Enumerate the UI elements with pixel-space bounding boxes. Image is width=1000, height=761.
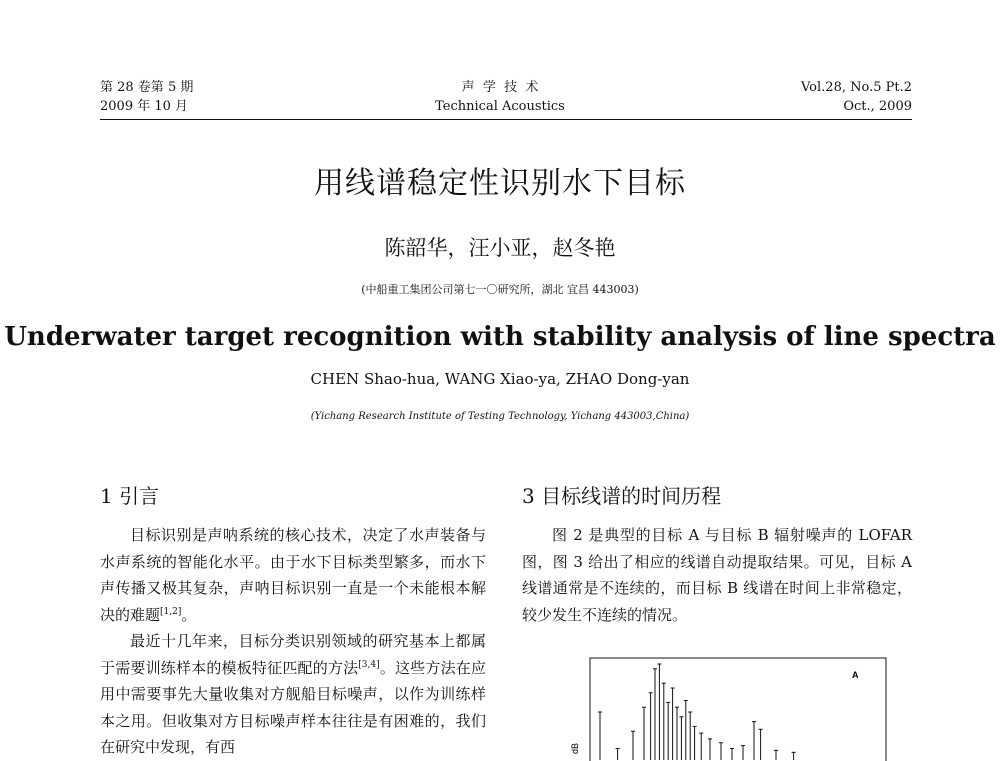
paragraph-text: 最近十几年来，目标分类识别领域的研究基本上都属于需要训练样本的模板特征匹配的方法 xyxy=(100,632,486,677)
panel-label: A xyxy=(852,670,859,680)
header-left xyxy=(100,78,193,116)
citation: [1,2] xyxy=(160,606,182,617)
paper-title-en: Underwater target recognition with stability analysis of line spectra xyxy=(4,322,996,352)
header-rule xyxy=(100,119,912,120)
section-3-paragraph-1 xyxy=(522,522,912,628)
affiliation-cn: (中船重工集团公司第七一〇研究所，湖北 宜昌 443003) xyxy=(361,283,639,296)
y-axis-label: dB xyxy=(570,742,580,754)
section-1-heading: 1 引言 xyxy=(100,484,160,508)
header-center xyxy=(400,78,600,116)
spectral-peaks xyxy=(598,664,796,760)
section-1-paragraph-2 xyxy=(100,628,486,761)
plot-frame xyxy=(590,658,886,761)
paragraph-end: 。 xyxy=(181,605,197,624)
paragraph-text: 图 2 是典型的目标 A 与目标 B 辐射噪声的 LOFAR 图，图 3 给出了相应的线谱自动提取结果。可见，目标 A 线谱通常是不连续的，而目标 B 线谱在时间上非常稳定，较少发生不连续的情况。 xyxy=(522,526,912,624)
paragraph-continuation: 。这些方法在应用中需要事先大量收集对方舰船目标噪声，以作为训练样本之用。但收集对方目标噪声样本往往是有困难的，我们在研究中发现，有西 xyxy=(100,658,486,756)
journal-name-cn: 声 学 技 术 xyxy=(461,80,539,95)
authors-cn: 陈韶华，汪小亚，赵冬艳 xyxy=(384,236,616,260)
date-cn: 2009 年 10 月 xyxy=(100,99,189,114)
authors-en: CHEN Shao-hua, WANG Xiao-ya, ZHAO Dong-yan xyxy=(310,370,690,388)
paragraph-text: 目标识别是声呐系统的核心技术，决定了水声装备与水声系统的智能化水平。由于水下目标类型繁多，而水下声传播又极其复杂，声呐目标识别一直是一个未能根本解决的难题 xyxy=(100,526,486,624)
section-1-paragraph-1 xyxy=(100,522,486,628)
volume-cn: 第 28 卷第 5 期 xyxy=(100,80,194,95)
affiliation-en: (Yichang Research Institute of Testing Technology, Yichang 443003,China) xyxy=(310,411,690,422)
citation: [3,4] xyxy=(358,659,380,670)
volume-en: Vol.28, No.5 Pt.2 xyxy=(800,80,912,95)
figure-lofar-spectrum xyxy=(570,656,900,760)
paper-title-cn: 用线谱稳定性识别水下目标 xyxy=(314,166,686,201)
section-3-heading: 3 目标线谱的时间历程 xyxy=(522,484,722,508)
journal-name-en: Technical Acoustics xyxy=(435,99,565,114)
header-right xyxy=(801,78,912,116)
date-en: Oct., 2009 xyxy=(843,99,912,114)
